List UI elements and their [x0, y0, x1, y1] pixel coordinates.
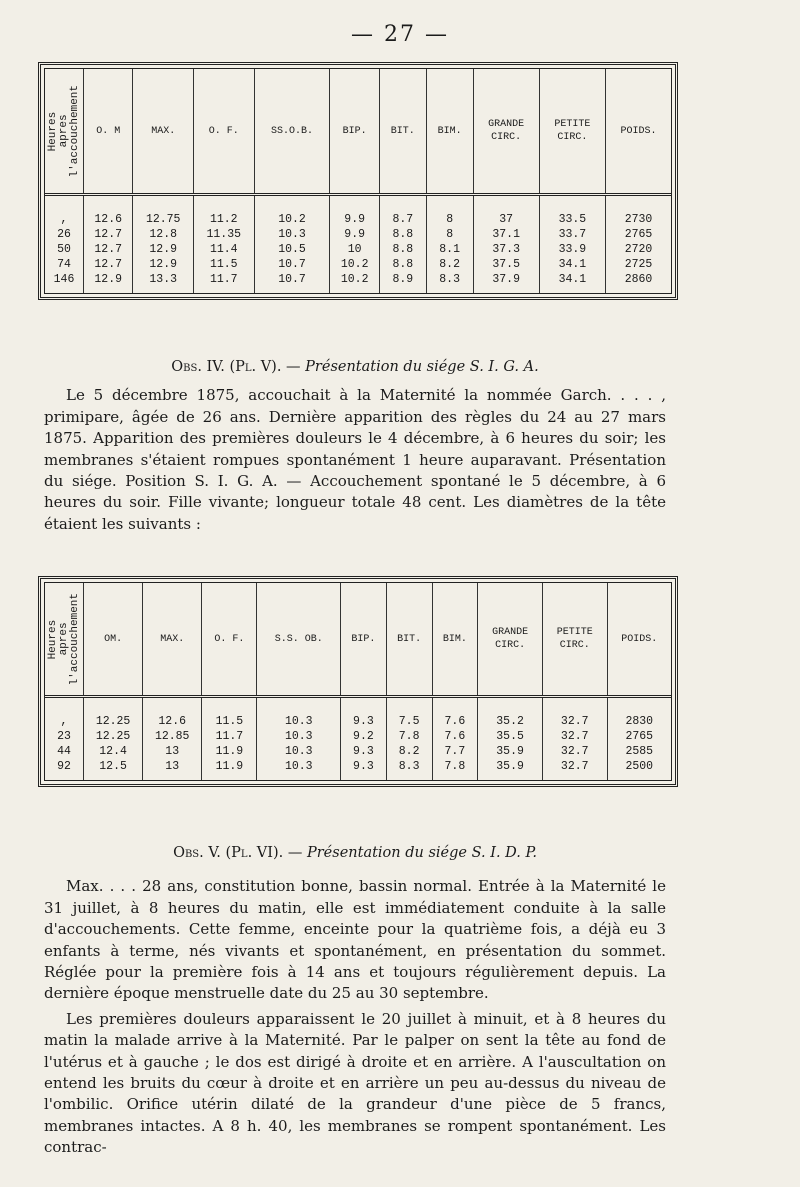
table2-row: [45, 729, 671, 744]
table2-cell: 11.9: [202, 759, 257, 780]
table1-cell: 8.2: [426, 257, 473, 272]
table1-hours-header-text: Heures apres l'accouchement: [46, 84, 81, 178]
obs-5-section: [44, 843, 666, 1159]
table2-cell: 32.7: [542, 744, 607, 759]
table2-cell: 12.4: [84, 744, 143, 759]
table2-cell: 7.6: [432, 697, 478, 730]
table1-cell: 11.5: [193, 257, 254, 272]
table2-header-10: POIDS.: [607, 583, 671, 697]
table1-cell: 2860: [606, 272, 672, 293]
table1-cell: 10.5: [254, 242, 330, 257]
table2-cell: 32.7: [542, 697, 607, 730]
table1-cell: 8.9: [379, 272, 426, 293]
table-1-grid: [45, 69, 671, 293]
measurement-table-1: [38, 62, 678, 300]
table2-row: [45, 744, 671, 759]
table2-cell: 7.7: [432, 744, 478, 759]
table1-cell: 33.5: [539, 195, 605, 228]
obs-5-label: Obs. V. (Pl. VI).: [173, 845, 284, 861]
table1-header-0: [45, 69, 84, 195]
table2-cell: 7.5: [386, 697, 432, 730]
obs-4-label: Obs. IV. (Pl. V).: [171, 359, 282, 375]
table1-cell: 2725: [606, 257, 672, 272]
table1-cell: 10.2: [254, 195, 330, 228]
table1-cell: 34.1: [539, 272, 605, 293]
table2-cell: 13: [143, 759, 202, 780]
page-number: — 27 —: [351, 22, 449, 47]
table1-cell: 33.9: [539, 242, 605, 257]
table1-cell: 12.7: [84, 227, 133, 242]
table2-header-3: O. F.: [202, 583, 257, 697]
table2-cell: 8.3: [386, 759, 432, 780]
table-1-header-row: [45, 69, 671, 195]
table1-cell: 11.4: [193, 242, 254, 257]
table1-cell: 10.2: [330, 272, 379, 293]
table1-header-8: GRANDE CIRC.: [473, 69, 539, 195]
table1-cell: 8.3: [426, 272, 473, 293]
obs-4-section: [44, 357, 666, 535]
table2-cell: 9.3: [341, 759, 387, 780]
table1-cell: 8: [426, 227, 473, 242]
table1-cell: 12.8: [133, 227, 194, 242]
table1-cell: 8.7: [379, 195, 426, 228]
table1-cell: 37.9: [473, 272, 539, 293]
table2-cell: 13: [143, 744, 202, 759]
table1-cell: 12.75: [133, 195, 194, 228]
table1-cell: 37.3: [473, 242, 539, 257]
table2-cell: 92: [57, 760, 71, 773]
table1-cell: 2765: [606, 227, 672, 242]
table1-cell: 12.9: [133, 242, 194, 257]
table1-cell: 11.2: [193, 195, 254, 228]
table2-cell: 8.2: [386, 744, 432, 759]
table1-cell: 37.5: [473, 257, 539, 272]
table1-row: [45, 257, 671, 272]
table1-cell: 9.9: [330, 195, 379, 228]
table1-row: [45, 272, 671, 293]
table1-header-3: O. F.: [193, 69, 254, 195]
table-2-grid: [45, 583, 671, 780]
table1-cell: 12.9: [133, 257, 194, 272]
table2-cell: 32.7: [542, 729, 607, 744]
table1-cell: 10: [330, 242, 379, 257]
table2-cell: 44: [57, 745, 71, 758]
table2-cell: 35.9: [478, 744, 543, 759]
table1-cell: ,: [60, 213, 68, 226]
table2-cell: 7.8: [432, 759, 478, 780]
obs-4-dash: —: [281, 359, 306, 375]
table2-cell: 9.3: [341, 744, 387, 759]
table2-cell: 2585: [607, 744, 671, 759]
table1-row: [45, 242, 671, 257]
table2-hours-header-text: Heures apres l'accouchement: [46, 592, 81, 686]
table2-header-0: [45, 583, 84, 697]
table1-row: [45, 195, 671, 228]
table2-cell: 12.5: [84, 759, 143, 780]
obs-5-heading: [44, 843, 666, 864]
table2-header-7: BIM.: [432, 583, 478, 697]
table1-header-5: BIP.: [330, 69, 379, 195]
table2-cell: 35.5: [478, 729, 543, 744]
table2-cell: 7.6: [432, 729, 478, 744]
table1-header-1: O. M: [84, 69, 133, 195]
table2-cell: 35.9: [478, 759, 543, 780]
table-2-header-row: [45, 583, 671, 697]
table2-cell: 10.3: [257, 729, 341, 744]
table2-cell: 7.8: [386, 729, 432, 744]
table1-cell: 2720: [606, 242, 672, 257]
table1-cell: 12.6: [84, 195, 133, 228]
obs-5-dash: —: [283, 845, 307, 861]
table2-cell: 12.6: [143, 697, 202, 730]
table2-cell: 2765: [607, 729, 671, 744]
table2-cell: 9.2: [341, 729, 387, 744]
table2-cell: 12.85: [143, 729, 202, 744]
table2-header-8: GRANDE CIRC.: [478, 583, 543, 697]
table2-cell: 11.7: [202, 729, 257, 744]
measurement-table-2: [38, 576, 678, 787]
table1-cell: 8.8: [379, 242, 426, 257]
table2-cell: 10.3: [257, 697, 341, 730]
table1-cell: 8.8: [379, 227, 426, 242]
table2-row: [45, 759, 671, 780]
table2-header-1: OM.: [84, 583, 143, 697]
obs-5-paragraph-2: Les premières douleurs apparaissent le 20 juillet à minuit, et à 8 heures du matin la malade arrive à la Maternité. Par le palper on sent la tête au fond de l'utérus et à gauche ; le dos est dirigé à droite et en arrière. A l'auscultation on entend les bruits du cœur à droite et en arrière un peu au-dessus du niveau de l'ombilic. Orifice utérin dilaté de la grandeur d'une pièce de 5 francs, membranes intactes. A 8 h. 40, les membranes se rompent spontanément. Les contrac-: [44, 1009, 666, 1157]
table2-cell: 11.5: [202, 697, 257, 730]
table1-header-2: MAX.: [133, 69, 194, 195]
table1-cell: 26: [57, 228, 71, 241]
table1-header-6: BIT.: [379, 69, 426, 195]
table1-cell: 10.7: [254, 257, 330, 272]
table1-header-4: SS.O.B.: [254, 69, 330, 195]
table2-cell: 10.3: [257, 744, 341, 759]
table1-cell: 74: [57, 258, 71, 271]
table2-cell: 35.2: [478, 697, 543, 730]
table2-header-6: BIT.: [386, 583, 432, 697]
table1-cell: 13.3: [133, 272, 194, 293]
table1-cell: 8.1: [426, 242, 473, 257]
table1-cell: 8: [426, 195, 473, 228]
table2-cell: 12.25: [84, 729, 143, 744]
table1-header-9: PETITE CIRC.: [539, 69, 605, 195]
table1-cell: 37: [473, 195, 539, 228]
table2-row: [45, 697, 671, 730]
table2-cell: 12.25: [84, 697, 143, 730]
table2-cell: ,: [60, 715, 68, 728]
table1-cell: 10.3: [254, 227, 330, 242]
table1-cell: 10.2: [330, 257, 379, 272]
table2-cell: 2500: [607, 759, 671, 780]
table2-header-4: S.S. OB.: [257, 583, 341, 697]
table2-cell: 23: [57, 730, 71, 743]
table1-cell: 12.7: [84, 242, 133, 257]
table1-row: [45, 227, 671, 242]
table1-cell: 50: [57, 243, 71, 256]
table2-cell: 10.3: [257, 759, 341, 780]
table2-cell: 9.3: [341, 697, 387, 730]
obs-5-paragraph-1: Max. . . . 28 ans, constitution bonne, bassin normal. Entrée à la Maternité le 31 juillet, à 8 heures du matin, elle est immédiatement conduite à la salle d'accouchements. Cette femme, enceinte pour la quatrième fois, a déjà eu 3 enfants à terme, nés vivants et spontanément, en présentation du sommet. Réglée pour la première fois à 14 ans et toujours régulièrement depuis. La dernière époque menstruelle date du 25 au 30 septembre.: [44, 877, 666, 1003]
obs-4-heading: [44, 357, 666, 378]
table2-header-5: BIP.: [341, 583, 387, 697]
table1-cell: 146: [53, 273, 75, 286]
table1-cell: 11.7: [193, 272, 254, 293]
table2-header-9: PETITE CIRC.: [542, 583, 607, 697]
table1-cell: 2730: [606, 195, 672, 228]
table1-header-10: POIDS.: [606, 69, 672, 195]
table2-cell: 2830: [607, 697, 671, 730]
table1-cell: 34.1: [539, 257, 605, 272]
table1-cell: 10.7: [254, 272, 330, 293]
table1-cell: 12.9: [84, 272, 133, 293]
table2-cell: 32.7: [542, 759, 607, 780]
obs-5-title: Présentation du siége S. I. D. P.: [306, 845, 537, 861]
table2-cell: 11.9: [202, 744, 257, 759]
table2-header-2: MAX.: [143, 583, 202, 697]
table1-cell: 8.8: [379, 257, 426, 272]
obs-4-paragraph: Le 5 décembre 1875, accouchait à la Maternité la nommée Garch. . . . , primipare, âgée de 26 ans. Dernière apparition des règles du 24 au 27 mars 1875. Apparition des premières douleurs le 4 décembre, à 6 heures du soir; les membranes s'étaient rompues spontanément 1 heure auparavant. Présentation du siége. Position S. I. G. A. — Accouchement spontané le 5 décembre, à 6 heures du soir. Fille vivante; longueur totale 48 cent. Les diamètres de la tête étaient les suivants :: [44, 386, 666, 533]
table1-cell: 12.7: [84, 257, 133, 272]
table1-cell: 37.1: [473, 227, 539, 242]
obs-4-title: Présentation du siége S. I. G. A.: [305, 359, 539, 375]
table1-cell: 9.9: [330, 227, 379, 242]
table1-header-7: BIM.: [426, 69, 473, 195]
table1-cell: 33.7: [539, 227, 605, 242]
table1-cell: 11.35: [193, 227, 254, 242]
